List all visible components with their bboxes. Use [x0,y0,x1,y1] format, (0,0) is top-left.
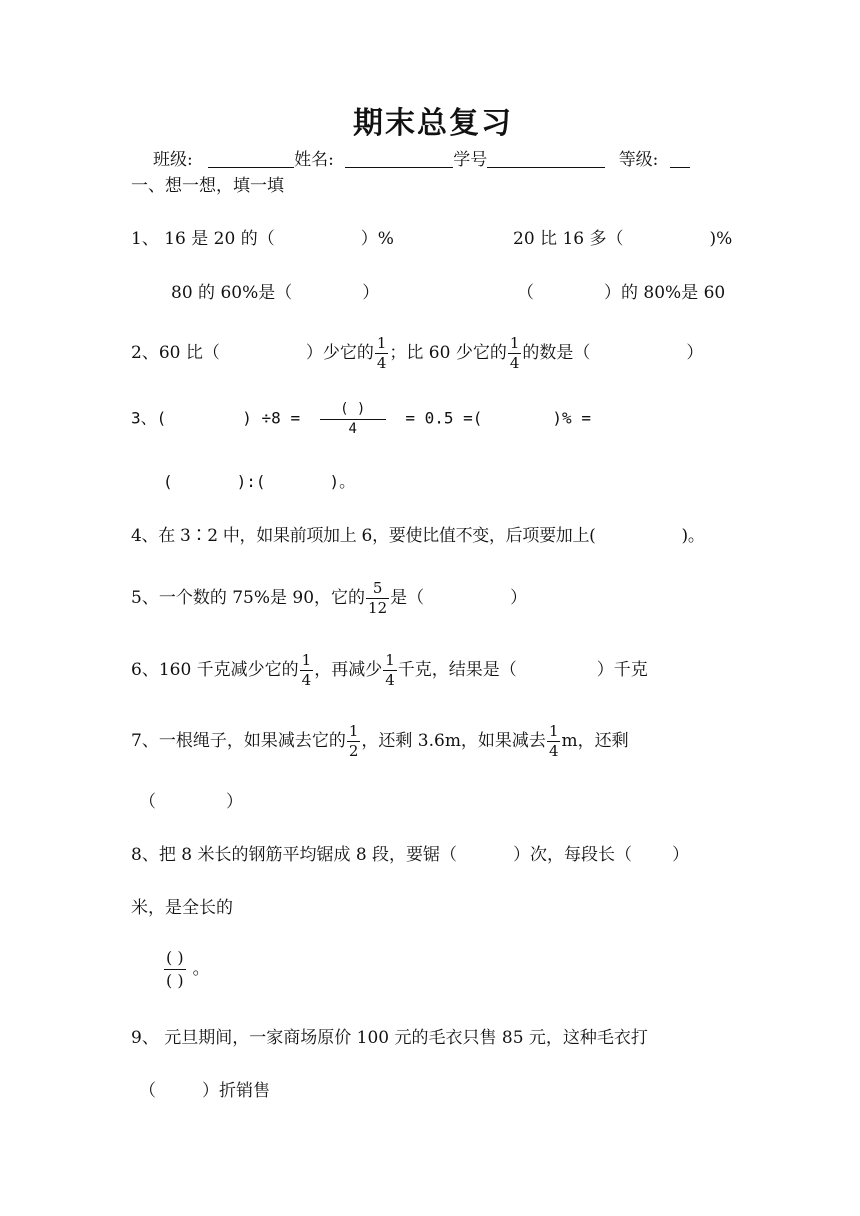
question-2 [131,336,703,371]
question-8 [131,847,689,864]
fraction-denominator: 12 [368,599,388,617]
fraction [383,653,397,688]
q5-post: 是（ [390,588,425,608]
fraction [347,724,361,759]
q1d-text: ）的 80%是 60 [604,283,726,303]
q2-end: ） [686,343,704,363]
page-title: 期末总复习 [353,106,513,141]
q4-text: 4、在 3∶2 中，如果前项加上 6，要使比值不变，后项要加上( [131,526,596,546]
q4-end: )。 [681,526,705,546]
q6-post: 千克，结果是（ [397,660,517,680]
q1b-text: 20 比 16 多（ [513,229,624,249]
q1c-text: 80 的 60%是（ [171,283,293,303]
fraction [164,950,186,989]
fraction-denominator: 2 [348,742,359,760]
question-1d [517,285,725,302]
q7-text: 7、一根绳子，如果减去它的 [131,731,346,751]
q7-paren-open: （ [139,792,156,812]
q5-text: 5、一个数的 75%是 90，它的 [131,588,366,608]
fraction-denominator: 4 [320,419,386,436]
fraction [300,653,314,688]
fraction [547,724,561,759]
q3-text: 3、( [131,408,167,428]
question-6 [131,653,648,688]
q9-paren-open: （ [139,1081,156,1101]
class-blank[interactable] [208,151,294,168]
q3-paren-open: ( [163,472,173,491]
fraction-denominator: 4 [509,354,520,372]
q1d-prefix: （ [517,283,534,303]
q1b-suffix: )% [709,229,733,249]
q9-text-end: ）折销售 [202,1081,270,1101]
q8-end: ） [672,845,690,865]
q6-text: 6、160 千克减少它的 [131,660,299,680]
q8-mid: ）次，每段长（ [513,845,633,865]
fraction [508,336,522,371]
question-5 [131,581,527,616]
q8-period: 。 [192,959,210,979]
q3-div: ) ÷8 = [242,408,301,428]
fraction-numerator: 1 [376,334,387,352]
student-info-row [153,151,690,169]
q1a-text: 1、 16 是 20 的（ [131,229,275,249]
fraction-denominator[interactable]: ( ) [166,971,184,990]
question-9 [131,1030,648,1047]
name-label: 姓名: [294,150,334,170]
fraction-denominator: 4 [385,671,395,689]
fraction [366,581,389,616]
q2-mid: ）少它的 [305,343,374,363]
q1c-suffix: ） [362,283,380,303]
question-3 [131,402,591,436]
fraction-numerator: 1 [548,722,559,740]
question-9-line2 [139,1083,270,1100]
question-7-line2 [139,794,243,811]
fraction-numerator[interactable]: ( ) [340,401,366,417]
grade-blank[interactable] [670,151,690,168]
q3-ratio: ):( [236,472,266,491]
q2-post: 的数是（ [522,343,591,363]
question-1c [171,285,379,302]
q6-end: ）千克 [596,660,648,680]
question-7 [131,724,629,759]
question-8-line3 [163,950,210,989]
q7-paren-close: ） [226,792,243,812]
fraction-denominator: 4 [301,671,312,689]
q3-pct: )% = [552,408,591,428]
id-label: 学号 [453,150,488,170]
fraction-numerator: 1 [348,722,359,740]
question-1a [131,231,394,248]
q9-text: 9、 元旦期间，一家商场原价 100 元的毛衣只售 85 元，这种毛衣打 [131,1028,648,1048]
fraction-numerator[interactable]: ( ) [166,948,184,967]
fraction [320,402,386,436]
section-heading: 一、想一想，填一填 [131,176,284,196]
q5-end: ） [510,588,528,608]
grade-label: 等级: [618,150,659,170]
fraction-numerator: 1 [385,651,395,669]
q7-mid: ，还剩 3.6m，如果减去 [361,731,546,751]
class-label: 班级: [153,150,193,170]
q3-mid: = 0.5 =( [405,408,483,428]
fraction-denominator: 4 [376,354,387,372]
q1a-suffix: ）% [360,229,394,249]
question-1b [513,231,732,248]
fraction-denominator: 4 [548,742,559,760]
name-blank[interactable] [345,151,453,168]
q3-paren-close: )。 [329,472,356,491]
id-blank[interactable] [487,151,605,168]
question-3-line2 [163,474,355,490]
q6-mid: ，再减少 [314,660,383,680]
fraction [375,336,389,371]
fraction-numerator: 1 [509,334,520,352]
q7-post: m，还剩 [561,731,629,751]
fraction-numerator: 1 [301,651,312,669]
question-4 [131,528,705,545]
fraction-numerator: 5 [372,579,383,597]
question-8-line2: 米，是全长的 [131,898,233,918]
q2-mid2: ；比 60 少它的 [389,343,507,363]
q8-text: 8、把 8 米长的钢筋平均锯成 8 段，要锯（ [131,845,458,865]
q2-text: 2、60 比（ [131,343,220,363]
